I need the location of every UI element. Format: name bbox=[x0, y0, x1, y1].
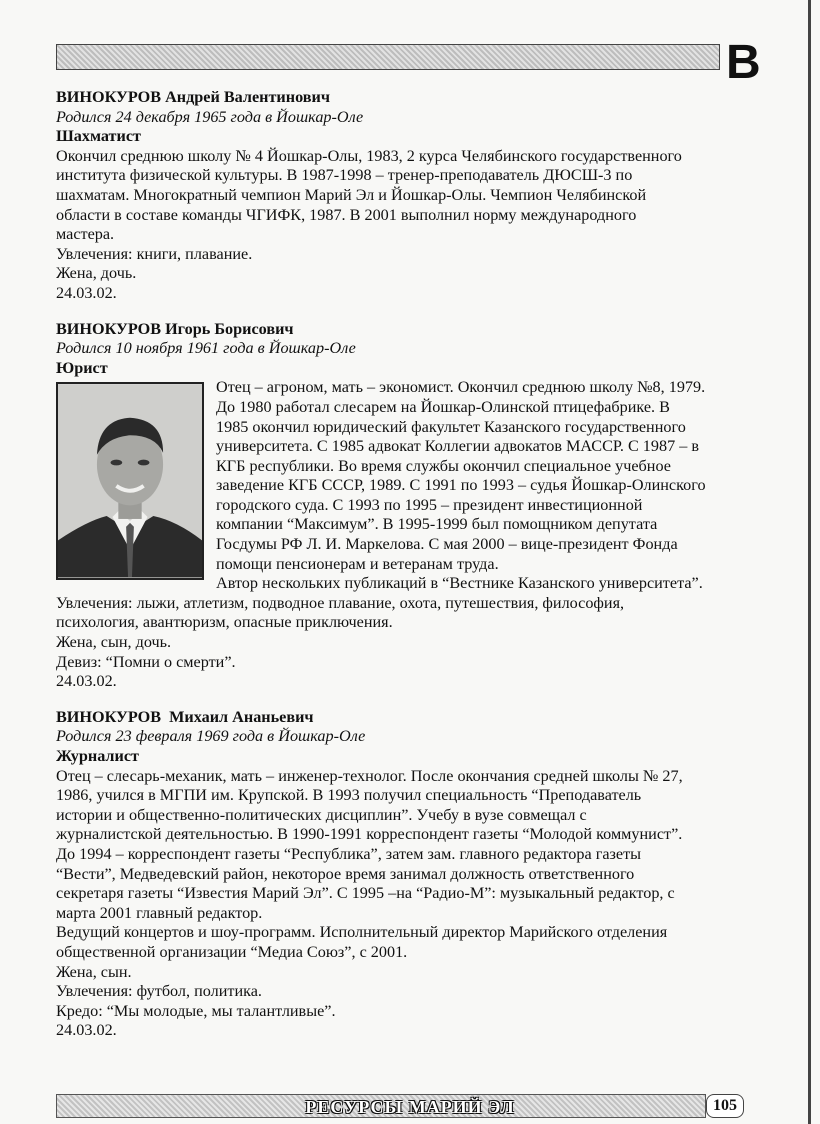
bio-line: 24.03.02. bbox=[56, 672, 117, 691]
profession: Юрист bbox=[56, 358, 108, 377]
bio-line: Жена, дочь. bbox=[56, 264, 137, 283]
bio-line: Отец – агроном, мать – экономист. Окончил среднюю школу №8, 1979. bbox=[216, 378, 706, 397]
portrait-illustration bbox=[58, 384, 202, 578]
entries bbox=[56, 88, 764, 1057]
bio-line: секретаря газеты “Известия Марий Эл”. С 1995 –на “Радио-М”: музыкальный редактор, с bbox=[56, 884, 675, 903]
bio-line: заведение КГБ СССР, 1989. С 1991 по 1993 – судья Йошкар-Олинского bbox=[216, 476, 706, 495]
entry bbox=[56, 88, 764, 304]
bio-line: истории и общественно-политических дисциплин”. Учебу в вузе совмещал с bbox=[56, 805, 587, 824]
birth-info: Родился 23 февраля 1969 года в Йошкар-Оле bbox=[56, 727, 366, 746]
bio-line: Госдумы РФ Л. И. Маркелова. С мая 2000 – вице-президент Фонда bbox=[216, 535, 678, 554]
profession: Шахматист bbox=[56, 127, 141, 146]
profession: Журналист bbox=[56, 747, 139, 765]
birth-info: Родился 10 ноября 1961 года в Йошкар-Оле bbox=[56, 339, 356, 358]
person-name: ВИНОКУРОВ Андрей Валентинович bbox=[56, 88, 330, 106]
bio-line: Увлечения: лыжи, атлетизм, подводное плавание, охота, путешествия, философия, bbox=[56, 593, 625, 612]
bio-line: компании “Максимум”. В 1995-1999 был помощником депутата bbox=[216, 515, 658, 534]
header-bar bbox=[56, 44, 720, 70]
bio-line: Ведущий концертов и шоу-программ. Исполнительный директор Марийского отделения bbox=[56, 923, 668, 942]
bio-line: 24.03.02. bbox=[56, 1021, 117, 1040]
bio-line: области в составе команды ЧГИФК, 1987. В 2001 выполнил норму международного bbox=[56, 205, 637, 224]
bio-line: университета. С 1985 адвокат Коллегии адвокатов МАССР. С 1987 – в bbox=[216, 437, 700, 456]
bio-line: психология, авантюризм, опасные приключения. bbox=[56, 613, 393, 632]
bio-line: Отец – слесарь-механик, мать – инженер-технолог. После окончания средней школы № 27, bbox=[56, 766, 683, 785]
bio-line: института физической культуры. В 1987-1998 – тренер-преподаватель ДЮСШ-3 по bbox=[56, 166, 633, 185]
page-edge-rule bbox=[808, 0, 811, 1124]
bio-line: Окончил среднюю школу № 4 Йошкар-Олы, 1983, 2 курса Челябинского государственного bbox=[56, 146, 682, 165]
bio-line: Жена, сын. bbox=[56, 962, 132, 981]
bio-line: Жена, сын, дочь. bbox=[56, 633, 172, 652]
bio-line: журналистской деятельностью. В 1990-1991 корреспондент газеты “Молодой коммунист”. bbox=[56, 825, 683, 844]
bio-line: “Вести”, Медведевский район, некоторое время занимал должность ответственного bbox=[56, 864, 635, 883]
entry bbox=[56, 320, 764, 692]
entry bbox=[56, 708, 764, 1041]
bio-line: 24.03.02. bbox=[56, 283, 117, 302]
bio-line: До 1994 – корреспондент газеты “Республика”, затем зам. главного редактора газеты bbox=[56, 844, 642, 863]
bio-line: КГБ республики. Во время службы окончил специальное учебное bbox=[216, 456, 671, 475]
bio-line: марта 2001 главный редактор. bbox=[56, 903, 263, 922]
bio-line: До 1980 работал слесарем на Йошкар-Олинской птицефабрике. В bbox=[216, 397, 670, 416]
bio-line: Увлечения: футбол, политика. bbox=[56, 982, 262, 1001]
birth-info: Родился 24 декабря 1965 года в Йошкар-Оле bbox=[56, 107, 364, 126]
bio-line: городского суда. С 1993 по 1995 – президент инвестиционной bbox=[216, 495, 643, 514]
bio-line: помощи пенсионерам и ветеранам труда. bbox=[216, 554, 499, 573]
portrait-photo bbox=[56, 382, 204, 580]
bio-line: Автор нескольких публикаций в “Вестнике Казанского университета”. bbox=[216, 574, 703, 593]
bio-line: мастера. bbox=[56, 225, 115, 244]
bio-line: Кредо: “Мы молодые, мы талантливые”. bbox=[56, 1001, 336, 1020]
section-letter: В bbox=[726, 36, 761, 89]
bio-line: 1986, учился в МГПИ им. Крупской. В 1993 получил специальность “Преподаватель bbox=[56, 786, 642, 805]
person-name: ВИНОКУРОВ Игорь Борисович bbox=[56, 319, 294, 338]
footer-title: РЕСУРСЫ МАРИЙ ЭЛ bbox=[305, 1097, 515, 1117]
bio-line: 1985 окончил юридический факультет Казанского государственного bbox=[216, 417, 686, 436]
page-number: 105 bbox=[706, 1094, 744, 1118]
bio-line: общественной организации “Медиа Союз”, с 2001. bbox=[56, 942, 408, 961]
person-name: ВИНОКУРОВ Михаил Ананьевич bbox=[56, 707, 314, 726]
bio-line: Девиз: “Помни о смерти”. bbox=[56, 652, 236, 671]
bio-line: Увлечения: книги, плавание. bbox=[56, 244, 253, 263]
bio-line: шахматам. Многократный чемпион Марий Эл и Йошкар-Олы. Чемпион Челябинской bbox=[56, 185, 647, 204]
